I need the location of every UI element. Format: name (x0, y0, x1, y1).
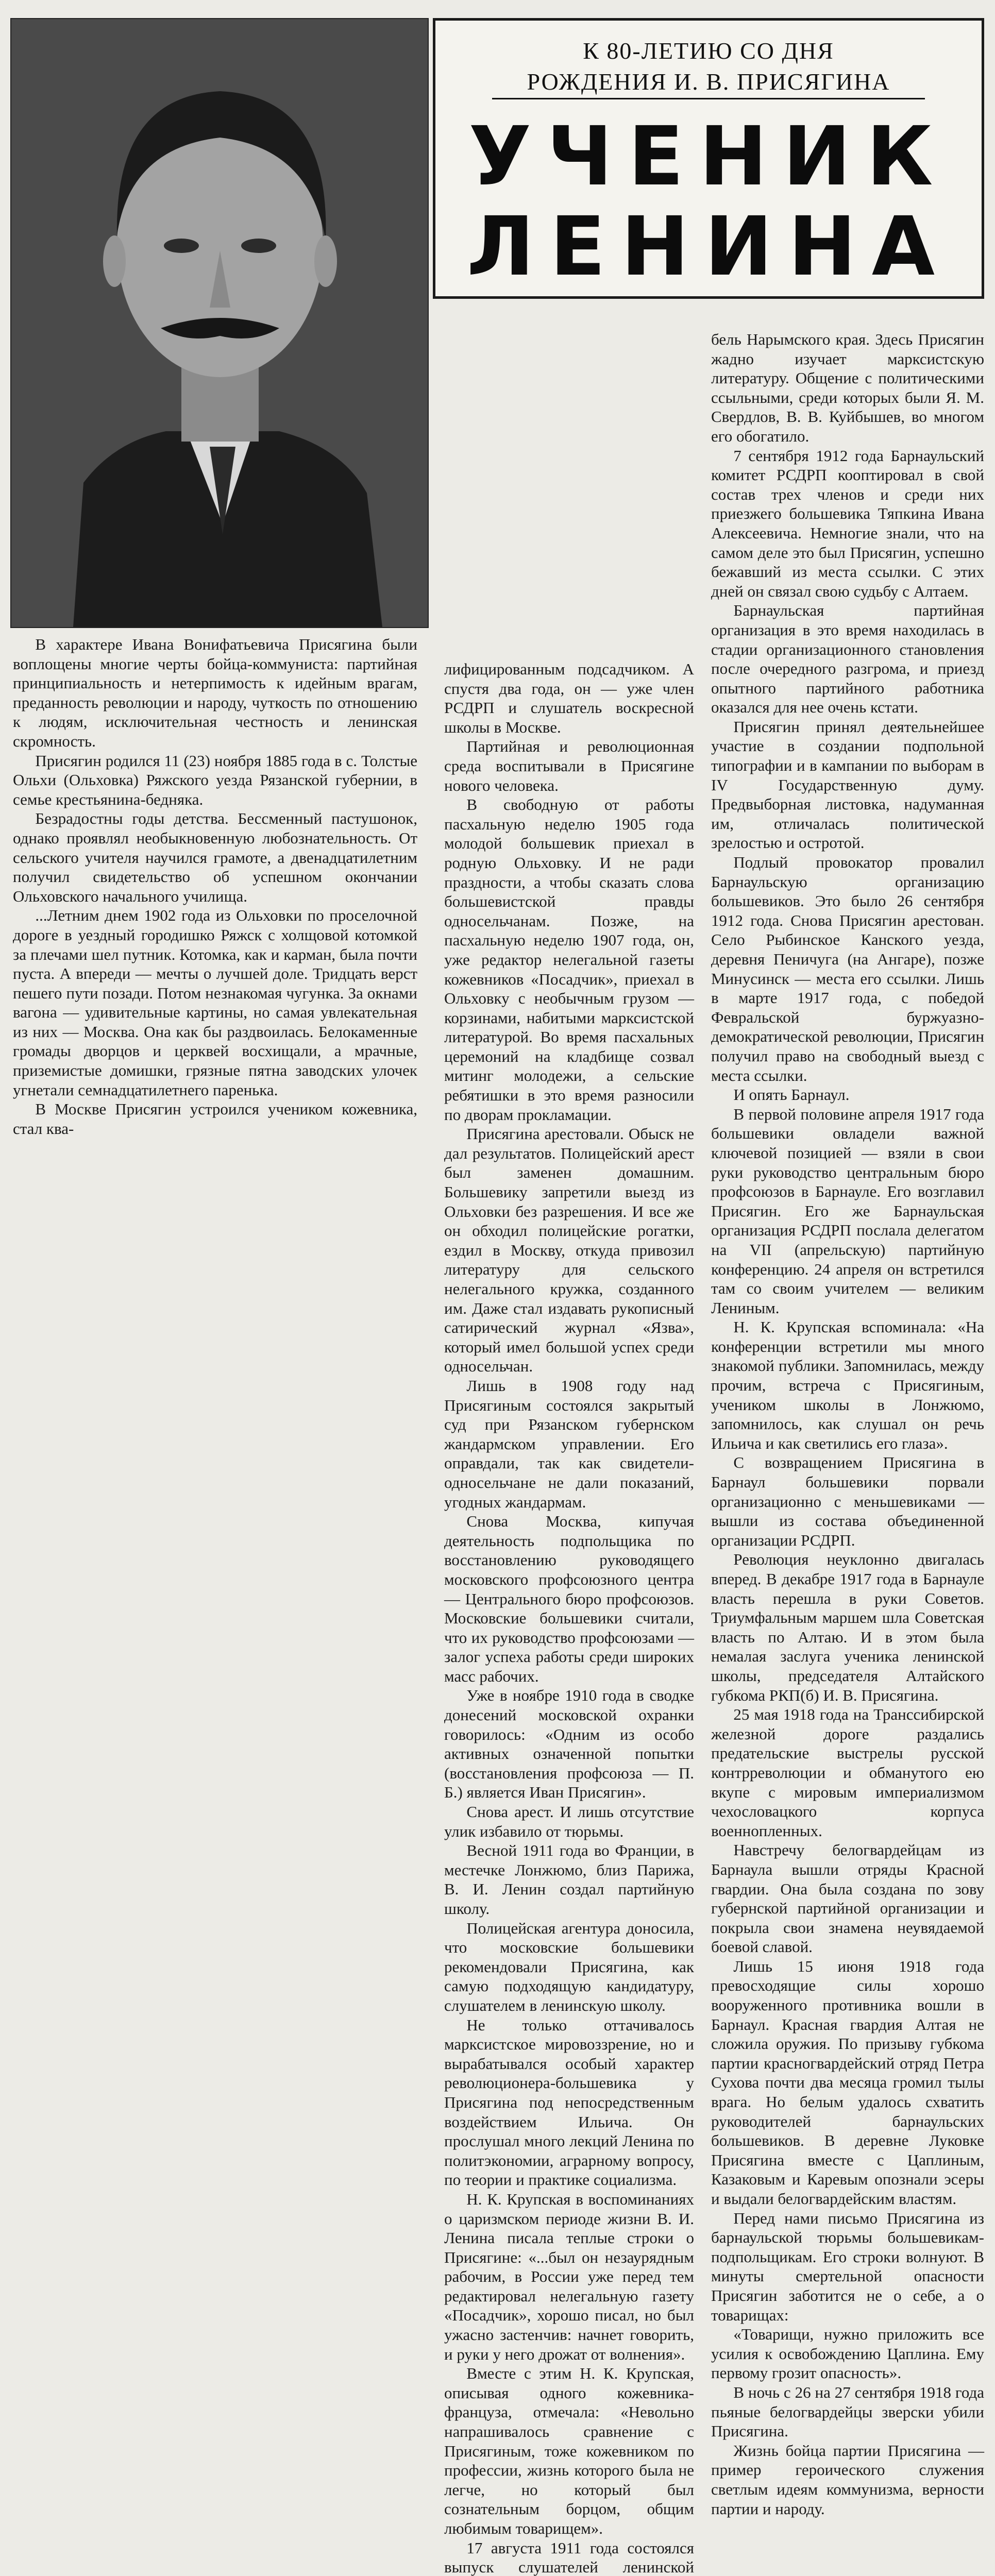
paragraph: Партийная и революционная среда воспитывали в Присягине нового человека. (444, 737, 694, 794)
paragraph: В первой половине апреля 1917 года большевики овладели важной ключевой позицией — взяли в свои руки руководство центральным бюро профсоюзов в Барнауле. Его возглавил Присягин. Его же Барнаульская организация РСДРП послала делегатом на VII (апрельскую) партийную конференцию. 24 апреля он встретился там со своим учителем — великим Лениным. (711, 1105, 984, 1317)
paragraph: Уже в ноябре 1910 года в сводке донесений московской охранки говорилось: «Одним из особо активных означенной попытки (восстановления профсоюза — П. Б.) является Иван Присягин». (444, 1686, 694, 1802)
paragraph: В свободную от работы пасхальную неделю 1905 года молодой большевик приехал в родную Ольховку. И не ради праздности, а чтобы сказать слова большевистской правды односельчанам. Позже, на пасхальную неделю 1907 года, он, уже редактор нелегальной газеты кожевников «Посадчик», приехал в Ольховку с необычным грузом — корзинами, набитыми марксистской литературой. Во время пасхальных церемоний на кладбище созвал митинг молодежи, а сельские ребятишки в это время разносили по дворам прокламации. (444, 795, 694, 1124)
paragraph: Н. К. Крупская в воспоминаниях о царизмском периоде жизни В. И. Ленина писала теплые строки о Присягине: «...был он незаурядным рабочим, в России уже перед тем редактировал нелегальную газету «Посадчик», хорошо писал, но был ужасно застенчив: начнет говорить, и руки у него дрожат от волнения». (444, 2190, 694, 2363)
paragraph: Безрадостны годы детства. Бессменный пастушонок, однако проявлял необыкновенную любознательность. От сельского учителя научился грамоте, а двенадцатилетним получил свидетельство об успешном окончании Ольховского начального училища. (13, 809, 417, 905)
paragraph: ...Летним днем 1902 года из Ольховки по проселочной дороге в уездный городишко Ряжск с холщовой котомкой за плечами шел путник. Котомка, как и карман, была почти пуста. А впереди — мечты о лучшей доле. Тридцать верст пешего пути позади. Потом незнакомая чугунка. За окнами вагона — удивительные картины, но самая увлекательная из них — Москва. Она как бы раздвоилась. Белокаменные громады дворцов и церквей восхищали, а мрачные, приземистые домишки, грязные пятна заводских улочек угнетали семнадцатилетнего паренька. (13, 906, 417, 1099)
article-column-1 (13, 635, 417, 1138)
paragraph: Перед нами письмо Присягина из барнаульской тюрьмы большевикам-подпольщикам. Его строки волнуют. В минуты смертельной опасности Присягин заботится не о себе, а о товарищах: (711, 2209, 984, 2324)
headline-line-1: УЧЕНИК (468, 109, 949, 204)
paragraph: Снова арест. И лишь отсутствие улик избавило от тюрьмы. (444, 1803, 694, 1840)
kicker-line-1: К 80-ЛЕТИЮ СО ДНЯ (583, 38, 834, 64)
paragraph: 17 августа 1911 года состоялся выпуск слушателей ленинской (444, 2538, 694, 2576)
paragraph: В Москве Присягин устроился учеником кожевника, стал ква- (13, 1100, 417, 1138)
paragraph: Революция неуклонно двигалась вперед. В декабре 1917 года в Барнауле власть перешла в руки Советов. Триумфальным маршем шла Советская власть по Алтаю. И в этом была немалая заслуга ученика ленинской школы, председателя Алтайского губкома РКП(б) И. В. Присягина. (711, 1550, 984, 1704)
paragraph: лифицированным подсадчиком. А спустя два года, он — уже член РСДРП и слушатель воскресной школы в Москве. (444, 660, 694, 736)
kicker-line-2: РОЖДЕНИЯ И. В. ПРИСЯГИНА (527, 69, 890, 95)
paragraph: И опять Барнаул. (733, 1086, 850, 1104)
paragraph: В ночь с 26 на 27 сентября 1918 года пьяные белогвардейцы зверски убили Присягина. (711, 2383, 984, 2441)
article-column-3 (711, 330, 984, 2518)
portrait-photo (10, 18, 429, 628)
kicker-divider (492, 98, 925, 99)
paragraph: Вместе с этим Н. К. Крупская, описывая одного кожевника-француза, отмечала: «Невольно напрашивалось сравнение с Присягиным, тоже кожевником по профессии, жизнь которого была не легче, но который был сознательным борцом, общим любимым товарищем». (444, 2364, 694, 2537)
paragraph: 25 мая 1918 года на Транссибирской железной дороге раздались предательские выстрелы русской контрреволюции и обманутого ею вкупе с мировым империализмом чехословацкого корпуса военнопленных. (711, 1705, 984, 1840)
paragraph: Присягин родился 11 (23) ноября 1885 года в с. Толстые Ольхи (Ольховка) Ряжского уезда Рязанской губернии, в семье крестьянина-бедняка. (13, 751, 417, 808)
paragraph: Не только оттачивалось марксистское мировоззрение, но и вырабатывался особый характер революционера-большевика у Присягина под непосредственным воздействием Ильича. Он прослушал много лекций Ленина по политэкономии, аграрному вопросу, по теории и практике социализма. (444, 2015, 694, 2189)
paragraph: В характере Ивана Вонифатьевича Присягина были воплощены многие черты бойца-коммуниста: партийная принципиальность и нетерпимость к идейным врагам, преданность революции и народу, чуткость по отношению к людям, исключительная честность и ленинская скромность. (13, 635, 417, 750)
paragraph: Лишь в 1908 году над Присягиным состоялся закрытый суд при Рязанском губернском жандармском управлении. Его оправдали, так как свидетели-односельчане не дали показаний, угодных жандармам. (444, 1376, 694, 1511)
headline-line-2: ЛЕНИНА (466, 199, 951, 294)
paragraph: Барнаульская партийная организация в это время находилась в стадии организационного становления после очередного разгрома, и приезд опытного партийного работника оказался для нее очень кстати. (711, 601, 984, 717)
headline-box (433, 18, 984, 299)
paragraph: Полицейская агентура доносила, что московские большевики рекомендовали Присягина, как самую подходящую кандидатуру, слушателем в ленинскую школу. (444, 1919, 694, 2014)
article-column-2 (444, 659, 694, 2576)
paragraph: «Товарищи, нужно приложить все усилия к освобождению Цаплина. Ему первому грозит опасность». (711, 2325, 984, 2382)
paragraph: С возвращением Присягина в Барнаул большевики порвали организационно с меньшевиками — вышли из состава объединенной организации РСДРП. (711, 1453, 984, 1549)
paragraph: 7 сентября 1912 года Барнаульский комитет РСДРП кооптировал в свой состав трех членов и среди них приезжего большевика Тяпкина Ивана Алексеевича. Немногие знали, что на самом деле это был Присягин, успешно бежавший из места ссылки. С этих дней он связал свою судьбу с Алтаем. (711, 446, 984, 600)
paragraph: Н. К. Крупская вспоминала: «На конференции встретили мы много знакомой публики. Запомнилась, между прочим, встреча с Присягиным, учеником школы в Лонжюмо, запомнилось, как слушал он речь Ильича и как светились его глаза». (711, 1318, 984, 1452)
paragraph: Жизнь бойца партии Присягина — пример героического служения светлым идеям коммунизма, верности партии и народу. (711, 2441, 984, 2518)
paragraph: Присягин принял деятельнейшее участие в создании подпольной типографии и в кампании по выборам в IV Государственную думу. Предвыборная листовка, надуманная им, отличалась политической зрелостью и остротой. (711, 717, 984, 852)
paragraph: Подлый провокатор провалил Барнаульскую организацию большевиков. Это было 26 сентября 1912 года. Снова Присягин арестован. Село Рыбинское Канского уезда, деревня Пеничуга (на Ангаре), позже Минусинск — места его ссылки. Лишь в марте 1917 года, с победой Февральской буржуазно-демократической революции, Присягин получил право на свободный выезд с места ссылки. (711, 853, 984, 1084)
paragraph: Весной 1911 года во Франции, в местечке Лонжюмо, близ Парижа, В. И. Ленин создал партийную школу. (444, 1841, 694, 1918)
paragraph: Присягина арестовали. Обыск не дал результатов. Полицейский арест был заменен домашним. Большевику запретили выезд из Ольховки без разрешения. И все же он обходил полицейские рогатки, ездил в Москву, откуда привозил литературу для сельского нелегального кружка, созданного им. Даже стал издавать рукописный сатирический журнал «Язва», который имел большой успех среди односельчан. (444, 1125, 694, 1376)
paragraph: бель Нарымского края. Здесь Присягин жадно изучает марксистскую литературу. Общение с политическими ссыльными, среди которых были Я. М. Свердлов, В. В. Куйбышев, во многом его обогатило. (711, 330, 984, 445)
paragraph: Снова Москва, кипучая деятельность подпольщика по восстановлению руководящего московского профсоюзного центра — Центрального бюро профсоюзов. Московские большевики считали, что их руководство профсоюзами — залог успеха работы среди широких масс рабочих. (444, 1512, 694, 1685)
paragraph: Навстречу белогвардейцам из Барнаула вышли отряды Красной гвардии. Она была создана по зову губернской партийной организации и покрыла свои знамена неувядаемой боевой славой. (711, 1841, 984, 1956)
paragraph: Лишь 15 июня 1918 года превосходящие силы хорошо вооруженного противника вошли в Барнаул. Красная гвардия Алтая не сложила оружия. По призыву губкома партии красногвардейский отряд Петра Сухова почти два месяца громил тылы врага. Но белым удалось схватить руководителей барнаульских большевиков. В деревне Луковке Присягина вместе с Цаплиным, Казаковым и Каревым опознали эсеры и выдали белогвардейским властям. (711, 1957, 984, 2208)
